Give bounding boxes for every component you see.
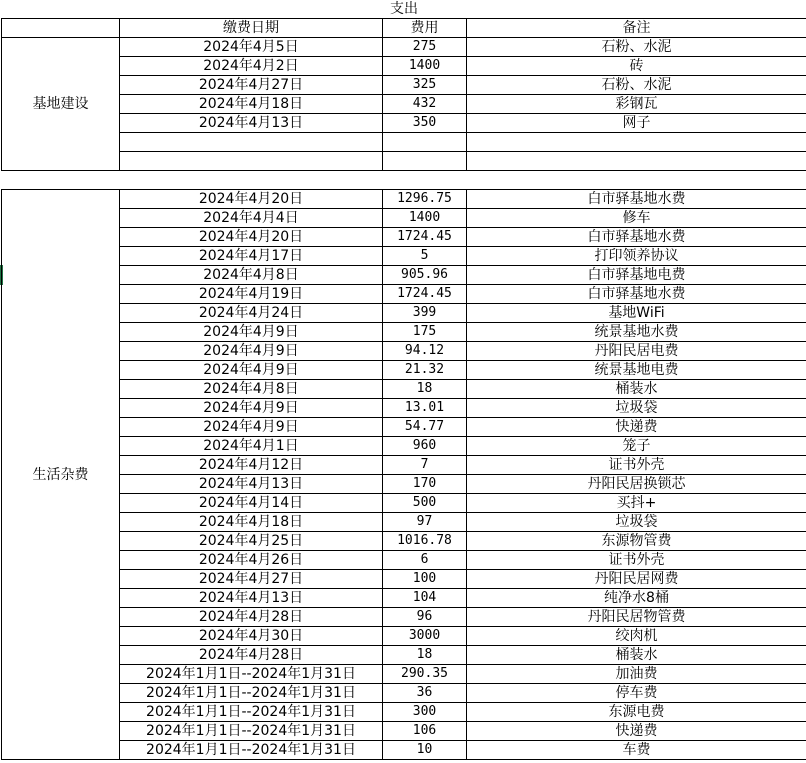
amount-cell[interactable]: 100 [383, 570, 467, 589]
amount-cell[interactable]: 500 [383, 494, 467, 513]
table-row [2, 532, 806, 551]
note-cell[interactable]: 白市驿基地水费 [467, 190, 806, 209]
date-cell[interactable]: 2024年4月9日 [120, 399, 383, 418]
table-row [2, 209, 806, 228]
date-cell[interactable]: 2024年4月17日 [120, 247, 383, 266]
note-cell[interactable]: 绞肉机 [467, 627, 806, 646]
date-cell[interactable]: 2024年4月4日 [120, 209, 383, 228]
note-cell[interactable]: 证书外壳 [467, 456, 806, 475]
table-row [2, 57, 806, 76]
amount-cell[interactable]: 7 [383, 456, 467, 475]
category-cell[interactable]: 生活杂费 [2, 190, 120, 760]
table-row [2, 76, 806, 95]
date-cell[interactable]: 2024年4月9日 [120, 323, 383, 342]
note-cell[interactable]: 石粉、水泥 [467, 38, 806, 57]
date-cell[interactable]: 2024年1月1日--2024年1月31日 [120, 722, 383, 741]
title-row [2, 0, 806, 19]
date-cell[interactable]: 2024年4月8日 [120, 380, 383, 399]
header-row [2, 19, 806, 38]
note-cell[interactable]: 丹阳民居网费 [467, 570, 806, 589]
expense-table [1, 0, 806, 760]
amount-cell[interactable]: 1400 [383, 57, 467, 76]
amount-cell[interactable]: 5 [383, 247, 467, 266]
amount-cell[interactable]: 170 [383, 475, 467, 494]
date-cell[interactable]: 2024年1月1日--2024年1月31日 [120, 741, 383, 760]
amount-cell[interactable]: 18 [383, 646, 467, 665]
note-cell[interactable]: 垃圾袋 [467, 399, 806, 418]
note-cell[interactable]: 白市驿基地水费 [467, 228, 806, 247]
amount-cell[interactable]: 94.12 [383, 342, 467, 361]
date-cell[interactable]: 2024年4月24日 [120, 304, 383, 323]
note-cell[interactable]: 加油费 [467, 665, 806, 684]
table-row [2, 399, 806, 418]
date-cell[interactable]: 2024年4月27日 [120, 570, 383, 589]
note-cell[interactable]: 停车费 [467, 684, 806, 703]
note-cell[interactable]: 丹阳民居物管费 [467, 608, 806, 627]
note-cell[interactable]: 网子 [467, 114, 806, 133]
table-row [2, 304, 806, 323]
amount-cell[interactable]: 432 [383, 95, 467, 114]
note-cell[interactable]: 纯净水8桶 [467, 589, 806, 608]
table-row [2, 228, 806, 247]
date-cell[interactable]: 2024年4月9日 [120, 361, 383, 380]
date-cell[interactable]: 2024年4月25日 [120, 532, 383, 551]
amount-cell[interactable]: 175 [383, 323, 467, 342]
amount-cell[interactable]: 290.35 [383, 665, 467, 684]
note-cell[interactable]: 垃圾袋 [467, 513, 806, 532]
amount-cell[interactable]: 96 [383, 608, 467, 627]
table-row [2, 342, 806, 361]
table-row [2, 551, 806, 570]
note-cell[interactable]: 修车 [467, 209, 806, 228]
amount-cell[interactable]: 10 [383, 741, 467, 760]
date-cell[interactable]: 2024年4月19日 [120, 285, 383, 304]
date-cell[interactable]: 2024年4月5日 [120, 38, 383, 57]
date-cell[interactable]: 2024年4月14日 [120, 494, 383, 513]
table-row [2, 684, 806, 703]
table-row [2, 741, 806, 760]
note-cell[interactable]: 东源电费 [467, 703, 806, 722]
table-row [2, 437, 806, 456]
category-cell[interactable]: 基地建设 [2, 38, 120, 171]
note-cell[interactable]: 东源物管费 [467, 532, 806, 551]
amount-cell[interactable]: 21.32 [383, 361, 467, 380]
note-cell[interactable]: 石粉、水泥 [467, 76, 806, 95]
table-row [2, 570, 806, 589]
note-cell[interactable]: 车费 [467, 741, 806, 760]
date-cell[interactable]: 2024年4月26日 [120, 551, 383, 570]
note-cell[interactable]: 桶装水 [467, 380, 806, 399]
note-cell[interactable]: 丹阳民居电费 [467, 342, 806, 361]
note-cell[interactable]: 证书外壳 [467, 551, 806, 570]
date-cell[interactable]: 2024年4月1日 [120, 437, 383, 456]
amount-cell[interactable] [383, 152, 467, 171]
group-gap-row [2, 171, 806, 190]
amount-cell[interactable]: 54.77 [383, 418, 467, 437]
note-cell[interactable]: 笼子 [467, 437, 806, 456]
amount-cell[interactable]: 960 [383, 437, 467, 456]
note-cell[interactable]: 白市驿基地水费 [467, 285, 806, 304]
table-row [2, 285, 806, 304]
table-row [2, 627, 806, 646]
date-cell[interactable]: 2024年1月1日--2024年1月31日 [120, 703, 383, 722]
date-cell[interactable]: 2024年4月8日 [120, 266, 383, 285]
amount-cell[interactable]: 18 [383, 380, 467, 399]
table-row [2, 456, 806, 475]
date-cell[interactable]: 2024年4月30日 [120, 627, 383, 646]
amount-cell[interactable]: 325 [383, 76, 467, 95]
note-cell[interactable]: 快递费 [467, 722, 806, 741]
table-row [2, 133, 806, 152]
date-cell[interactable]: 2024年4月9日 [120, 418, 383, 437]
amount-cell[interactable]: 97 [383, 513, 467, 532]
note-cell[interactable] [467, 133, 806, 152]
note-cell[interactable]: 丹阳民居换锁芯 [467, 475, 806, 494]
header-date[interactable]: 缴费日期 [120, 19, 383, 38]
amount-cell[interactable]: 399 [383, 304, 467, 323]
sheet-title[interactable]: 支出 [2, 0, 806, 19]
date-cell[interactable] [120, 152, 383, 171]
amount-cell[interactable]: 13.01 [383, 399, 467, 418]
table-row [2, 247, 806, 266]
note-cell[interactable]: 砖 [467, 57, 806, 76]
amount-cell[interactable]: 1724.45 [383, 228, 467, 247]
note-cell[interactable]: 统景基地电费 [467, 361, 806, 380]
table-row [2, 475, 806, 494]
table-row [2, 114, 806, 133]
amount-cell[interactable]: 104 [383, 589, 467, 608]
note-cell[interactable]: 统景基地水费 [467, 323, 806, 342]
date-cell[interactable]: 2024年4月20日 [120, 228, 383, 247]
amount-cell[interactable]: 1400 [383, 209, 467, 228]
amount-cell[interactable]: 36 [383, 684, 467, 703]
note-cell[interactable]: 快递费 [467, 418, 806, 437]
note-cell[interactable]: 彩钢瓦 [467, 95, 806, 114]
date-cell[interactable]: 2024年4月13日 [120, 114, 383, 133]
amount-cell[interactable]: 1296.75 [383, 190, 467, 209]
note-cell[interactable]: 基地WiFi [467, 304, 806, 323]
note-cell[interactable]: 桶装水 [467, 646, 806, 665]
date-cell[interactable]: 2024年1月1日--2024年1月31日 [120, 665, 383, 684]
header-category-cell[interactable] [2, 19, 120, 38]
header-amount[interactable]: 费用 [383, 19, 467, 38]
amount-cell[interactable]: 1016.78 [383, 532, 467, 551]
table-row [2, 38, 806, 57]
table-row [2, 266, 806, 285]
table-row [2, 589, 806, 608]
amount-cell[interactable]: 275 [383, 38, 467, 57]
date-cell[interactable]: 2024年4月13日 [120, 589, 383, 608]
date-cell[interactable]: 2024年4月27日 [120, 76, 383, 95]
amount-cell[interactable]: 905.96 [383, 266, 467, 285]
date-cell[interactable]: 2024年1月1日--2024年1月31日 [120, 684, 383, 703]
amount-cell[interactable]: 3000 [383, 627, 467, 646]
table-row [2, 608, 806, 627]
table-row [2, 152, 806, 171]
table-row [2, 494, 806, 513]
date-cell[interactable] [120, 133, 383, 152]
date-cell[interactable]: 2024年4月18日 [120, 95, 383, 114]
table-row [2, 665, 806, 684]
gap-cell[interactable] [2, 171, 806, 190]
table-row [2, 323, 806, 342]
table-row [2, 361, 806, 380]
date-cell[interactable]: 2024年4月12日 [120, 456, 383, 475]
date-cell[interactable]: 2024年4月2日 [120, 57, 383, 76]
date-cell[interactable]: 2024年4月28日 [120, 646, 383, 665]
note-cell[interactable]: 买抖+ [467, 494, 806, 513]
header-note[interactable]: 备注 [467, 19, 806, 38]
table-row [2, 703, 806, 722]
table-row [2, 95, 806, 114]
amount-cell[interactable]: 1724.45 [383, 285, 467, 304]
table-row [2, 513, 806, 532]
amount-cell[interactable]: 300 [383, 703, 467, 722]
note-cell[interactable]: 白市驿基地电费 [467, 266, 806, 285]
amount-cell[interactable]: 6 [383, 551, 467, 570]
note-cell[interactable] [467, 152, 806, 171]
note-cell[interactable]: 打印领养协议 [467, 247, 806, 266]
amount-cell[interactable]: 350 [383, 114, 467, 133]
date-cell[interactable]: 2024年4月13日 [120, 475, 383, 494]
date-cell[interactable]: 2024年4月28日 [120, 608, 383, 627]
table-row [2, 190, 806, 209]
table-row [2, 722, 806, 741]
table-row [2, 646, 806, 665]
table-row [2, 380, 806, 399]
amount-cell[interactable] [383, 133, 467, 152]
table-row [2, 418, 806, 437]
date-cell[interactable]: 2024年4月18日 [120, 513, 383, 532]
date-cell[interactable]: 2024年4月9日 [120, 342, 383, 361]
date-cell[interactable]: 2024年4月20日 [120, 190, 383, 209]
amount-cell[interactable]: 106 [383, 722, 467, 741]
